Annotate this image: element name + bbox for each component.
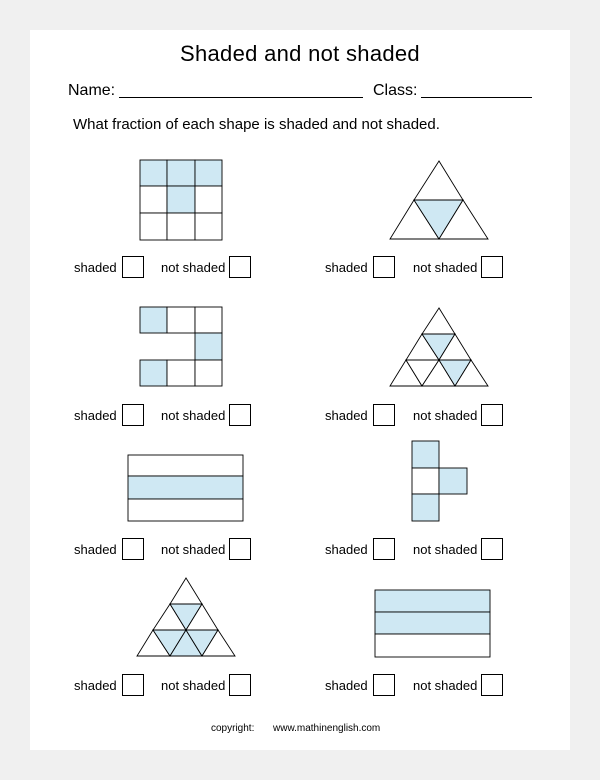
shape-1-grid <box>140 160 222 240</box>
shape-6-cross <box>412 441 467 521</box>
not-shaded-answer-box-4[interactable] <box>481 404 503 426</box>
not-shaded-label: not shaded <box>413 260 478 275</box>
copyright-label: copyright: <box>211 723 255 734</box>
not-shaded-label: not shaded <box>161 260 226 275</box>
shaded-label: shaded <box>74 678 117 693</box>
shape-5-strips <box>128 455 243 521</box>
instructions: What fraction of each shape is shaded and not shaded. <box>73 116 440 133</box>
shaded-answer-box-2[interactable] <box>373 256 395 278</box>
not-shaded-answer-box-6[interactable] <box>481 538 503 560</box>
shape-2-triangle-four <box>390 161 488 239</box>
not-shaded-answer-box-8[interactable] <box>481 674 503 696</box>
shape-4-triangle-nine <box>390 308 488 386</box>
not-shaded-answer-box-2[interactable] <box>481 256 503 278</box>
class-label: Class: <box>373 82 418 99</box>
shaded-label: shaded <box>325 408 368 423</box>
not-shaded-label: not shaded <box>161 542 226 557</box>
not-shaded-label: not shaded <box>413 678 478 693</box>
website-link[interactable]: www.mathinenglish.com <box>273 723 381 734</box>
shaded-answer-box-1[interactable] <box>122 256 144 278</box>
shaded-answer-box-5[interactable] <box>122 538 144 560</box>
not-shaded-answer-box-5[interactable] <box>229 538 251 560</box>
shaded-answer-box-8[interactable] <box>373 674 395 696</box>
name-label: Name: <box>68 82 116 99</box>
not-shaded-answer-box-7[interactable] <box>229 674 251 696</box>
shaded-label: shaded <box>325 678 368 693</box>
shape-3-cell-grid <box>140 307 222 386</box>
not-shaded-label: not shaded <box>413 408 478 423</box>
shaded-label: shaded <box>325 260 368 275</box>
page-title: Shaded and not shaded <box>180 41 420 66</box>
shaded-label: shaded <box>74 542 117 557</box>
shape-8-strips <box>375 590 490 657</box>
shaded-answer-box-7[interactable] <box>122 674 144 696</box>
shape-7-triangle-nine <box>137 578 235 656</box>
not-shaded-label: not shaded <box>161 678 226 693</box>
not-shaded-label: not shaded <box>161 408 226 423</box>
shaded-answer-box-4[interactable] <box>373 404 395 426</box>
not-shaded-label: not shaded <box>413 542 478 557</box>
shaded-label: shaded <box>74 260 117 275</box>
not-shaded-answer-box-3[interactable] <box>229 404 251 426</box>
shaded-label: shaded <box>74 408 117 423</box>
not-shaded-answer-box-1[interactable] <box>229 256 251 278</box>
shaded-answer-box-6[interactable] <box>373 538 395 560</box>
shaded-label: shaded <box>325 542 368 557</box>
shaded-answer-box-3[interactable] <box>122 404 144 426</box>
